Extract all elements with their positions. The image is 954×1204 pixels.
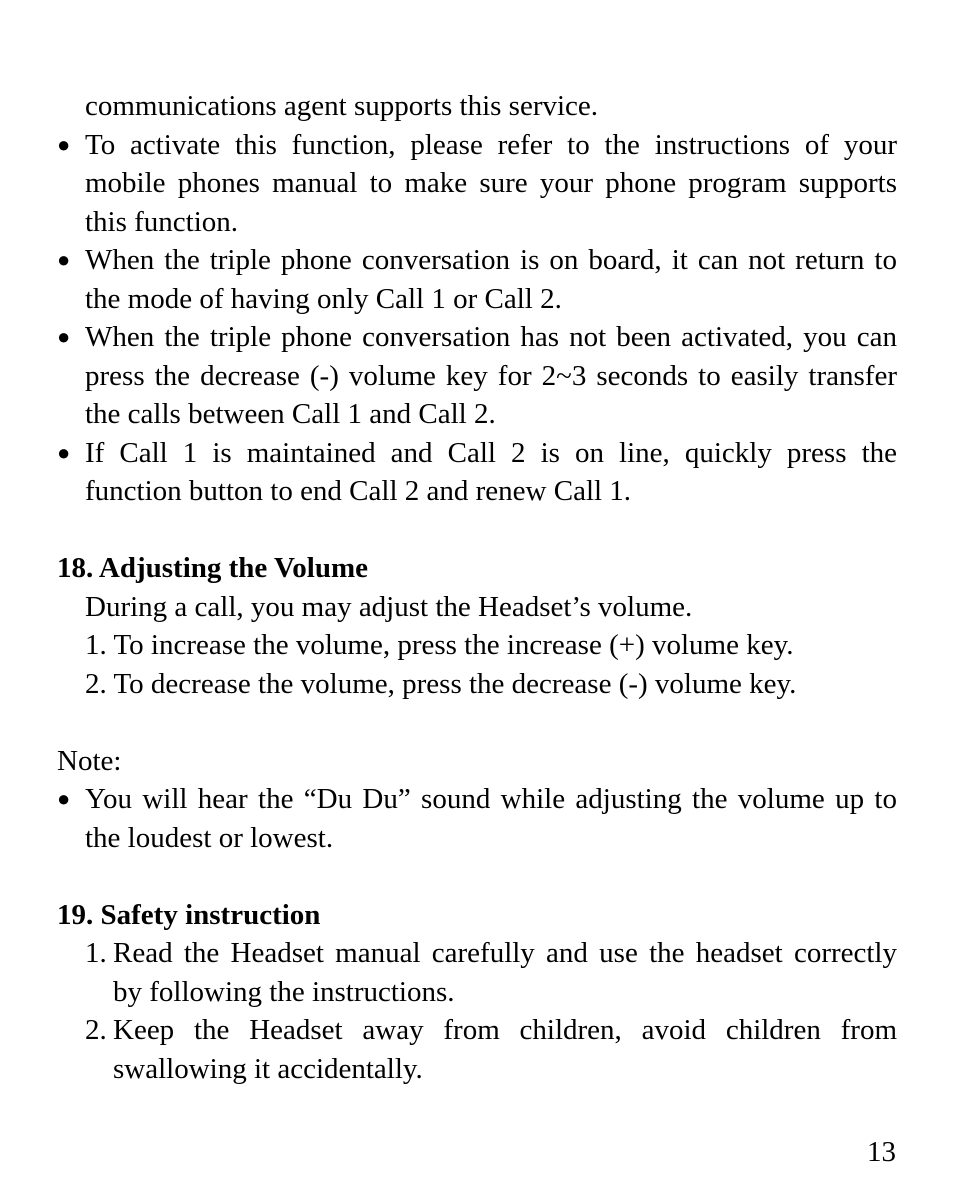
note-label: Note: xyxy=(57,744,122,777)
step-item xyxy=(57,1011,897,1088)
spacer xyxy=(57,703,897,742)
bullet-dot-icon: ● xyxy=(57,786,71,811)
step-number: 2. xyxy=(85,1014,107,1046)
section-intro: During a call, you may adjust the Headset’s volume. xyxy=(85,590,693,623)
page-number: 13 xyxy=(867,1136,896,1168)
continued-paragraph: communications agent supports this service. xyxy=(85,90,599,122)
spacer xyxy=(57,857,897,896)
bullet-item xyxy=(57,434,897,511)
bullet-text: When the triple phone conversation has not been activated, you can press the decrease (-) volume key for 2~3 seconds to easily transfer the calls between Call 1 and Call 2. xyxy=(85,321,897,430)
section-safety-instruction xyxy=(57,896,897,1089)
step-item xyxy=(57,934,897,1011)
bullet-dot-icon: ● xyxy=(57,324,71,349)
bullet-item xyxy=(57,318,897,434)
bullet-item xyxy=(57,126,897,242)
step-number: 1. xyxy=(85,937,107,969)
bullet-dot-icon: ● xyxy=(57,131,71,157)
section-adjusting-volume xyxy=(57,549,897,703)
bullet-text: You will hear the “Du Du” sound while adjusting the volume up to the loudest or lowest. xyxy=(85,783,897,854)
bullet-dot-icon: ● xyxy=(57,439,71,465)
bullet-item xyxy=(57,780,897,857)
bullet-dot-icon: ● xyxy=(57,247,71,272)
step-text: Read the Headset manual carefully and use the headset correctly by following the instructions. xyxy=(113,937,897,1008)
step-item: 2. To decrease the volume, press the decrease (-) volume key. xyxy=(85,667,797,700)
note-block xyxy=(57,742,897,858)
section-heading: 19. Safety instruction xyxy=(57,898,321,931)
bullet-list-top xyxy=(57,126,897,511)
bullet-text: If Call 1 is maintained and Call 2 is on line, quickly press the function button to end Call 2 and renew Call 1. xyxy=(85,436,897,507)
bullet-item xyxy=(57,241,897,318)
spacer xyxy=(57,511,897,550)
bullet-text: When the triple phone conversation is on board, it can not return to the mode of having only Call 1 or Call 2. xyxy=(85,244,897,315)
section-heading: 18. Adjusting the Volume xyxy=(57,552,369,584)
page-content xyxy=(57,87,897,1088)
bullet-text: To activate this function, please refer to the instructions of your mobile phones manual to make sure your phone program supports this function. xyxy=(85,128,897,238)
step-text: Keep the Headset away from children, avoid children from swallowing it accidentally. xyxy=(113,1014,897,1085)
step-item: 1. To increase the volume, press the increase (+) volume key. xyxy=(85,629,794,661)
